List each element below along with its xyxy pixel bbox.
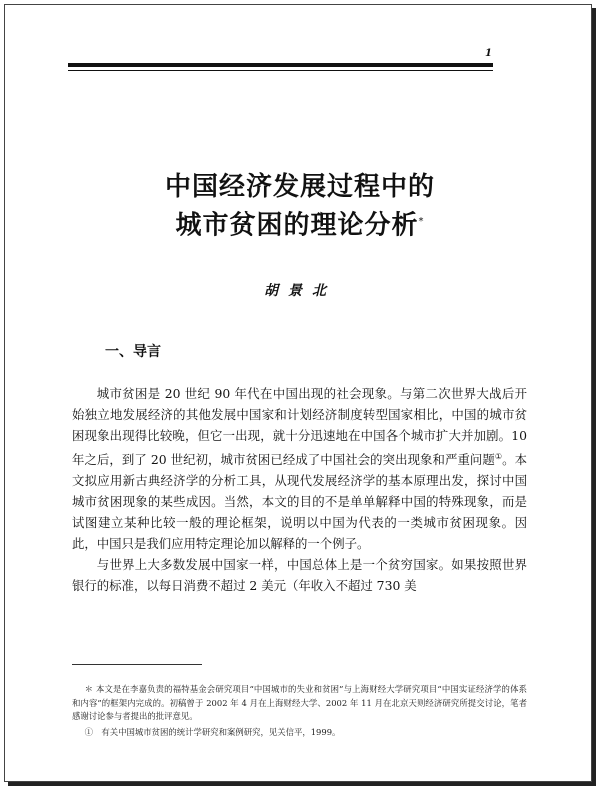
footnote-1: ① 有关中国城市贫困的统计学研究和案例研究，见关信平，1999。 — [84, 726, 341, 737]
title-footnote-mark: * — [418, 216, 425, 227]
section-heading: 一、导言 — [105, 344, 161, 360]
title-line-2 — [0, 205, 600, 243]
header-rule-thick — [68, 63, 493, 67]
paragraph-1-text-a: 城市贫困是 20 世纪 90 年代在中国出现的社会现象。与第二次世界大战后开始独立地发展经济的其他发展中国家和计划经济制度转型国家相比，中国的城市贫困现象出现得比较晚，但它一出现，就十分迅速地在中国各个城市扩大并加剧。10 年之后，到了 20 世纪初，城市贫困已经成了中国社会的突出现象和严重问题 — [72, 386, 527, 468]
paragraph-2: 与世界上大多数发展中国家一样，中国总体上是一个贫穷国家。如果按照世界银行的标准，以每日消费不超过 2 美元（年收入不超过 730 美 — [72, 557, 527, 594]
paragraph-1-text-b: 。本文拟应用新古典经济学的分析工具，从现代发展经济学的基本原理出发，探讨中国城市贫困现象的某些成因。当然，本文的目的不是单单解释中国的特殊现象，而是试图建立某种比较一般的理论框架，说明以中国为代表的一类城市贫困现象。因此，中国只是我们应用特定理论加以解释的一个例子。 — [72, 452, 528, 552]
title-line-1: 中国经济发展过程中的 — [164, 172, 435, 202]
footnote-reference: ① — [494, 452, 503, 461]
footnote-star: ＊ 本文是在李嘉负责的福特基金会研究项目“中国城市的失业和贫困”与上海财经大学研究项目“中国实证经济学的体系和内容”的框架内完成的。初稿曾于 2002 年 4 月在上海财经大学、2002 年 11 月在北京天则经济研究所提交讨论，笔者感谢讨论参与者提出的批评意见。 — [72, 684, 527, 721]
title-line-2-text: 城市贫困的理论分析 — [175, 210, 419, 241]
footnotes — [72, 683, 527, 739]
footnote-separator — [72, 664, 202, 665]
body-text — [72, 383, 527, 596]
header-rule-thin — [68, 70, 493, 71]
page-number: 1 — [485, 48, 492, 59]
paragraph-1 — [72, 383, 527, 554]
author-name: 胡景北 — [264, 283, 336, 299]
